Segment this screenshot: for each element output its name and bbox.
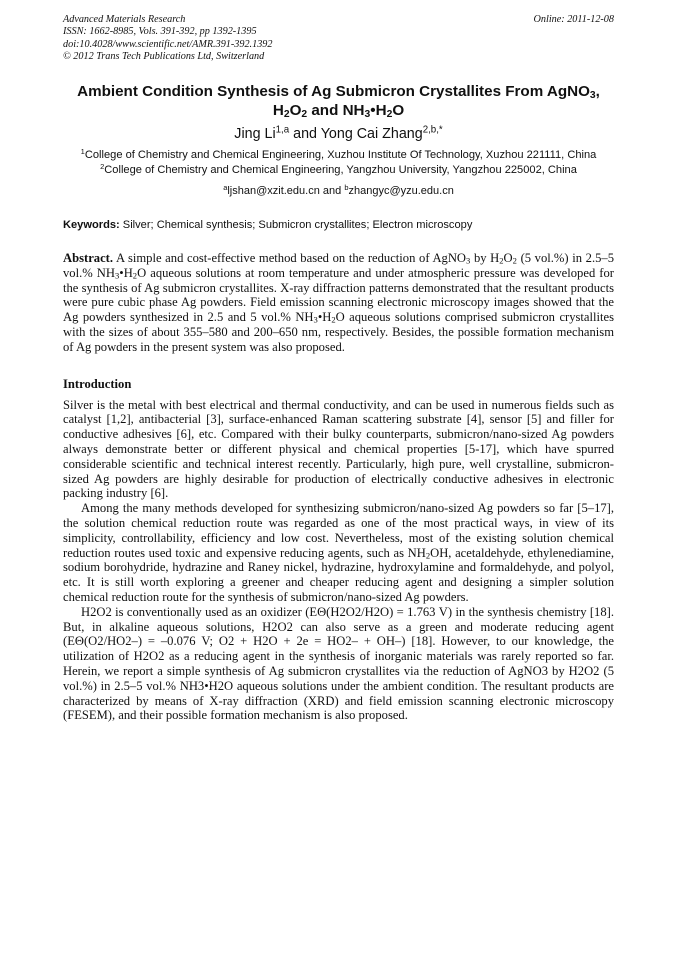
- journal-header: [63, 14, 614, 63]
- email-link[interactable]: ljshan@xzit.edu.cn: [227, 185, 320, 197]
- author-emails: $^a$ljshan@xzit.edu.cn and $^b$zhangyc@yzu.edu.cn: [223, 182, 454, 197]
- online-date: Online: 2011-12-08: [533, 14, 614, 25]
- affiliation-1: $^1$College of Chemistry and Chemical Engineering, Xuzhou Institute Of Technology, Xuzhou 221111, China: [80, 147, 597, 162]
- doi-line: doi:10.4028/www.scientific.net/AMR.391-392.1392: [63, 38, 273, 50]
- copyright-line: © 2012 Trans Tech Publications Ltd, Switzerland: [63, 50, 265, 62]
- abstract: Abstract. A simple and cost-effective method based on the reduction of AgNO$_3$ by $H_2O_2$ (5 vol.%) in 2.5–5 vol.% $NH_3•H_2O$ aqueous solutions at room temperature and under atmospheric pressure was developed for the synthesis of Ag submicron crystallites. X-ray diffraction patterns demonstrated that the resultant products were pure cubic phase Ag powders. Field emission scanning electronic microscopy images showed that the Ag powders synthesized in 2.5 and 5 vol.% $NH_3•H_2O$ aqueous solutions comprised submicron crystallites with the sizes of about 355–580 and 200–650 nm, respectively. Besides, the possible formation mechanism of Ag powders in the present system was also proposed.: [63, 251, 614, 354]
- title-line-2: $H_2O_2$ and $NH_3•H_2O$: [272, 102, 405, 121]
- author-list: Jing Li$^{1,a}$ and Yong Cai Zhang$^{2,b,*}$: [234, 124, 443, 143]
- paper-page: [63, 14, 614, 723]
- intro-paragraph-3: H2O2 is conventionally used as an oxidizer (EΘ(H2O2/H2O) = 1.763 V) in the synthesis chemistry [18]. But, in alkaline aqueous solutions, H2O2 can also serve as a green and moderate reducing agent (EΘ(O2/HO2–) = –0.076 V; O2 + H2O + 2e = HO2– + OH–) [18]. However, to our knowledge, the utilization of H2O2 as a reducing agent in the synthesis of inorganic materials was rarely reported so far. Herein, we report a simple synthesis of Ag submicron crystallites via the reduction of AgNO3 by H2O2 (5 vol.%) in 2.5–5 vol.% NH3•H2O aqueous solutions under the ambient condition. The resultant products are characterized by means of X-ray diffraction (XRD) and field emission scanning electronic microscopy (FESEM), and their possible formation mechanism is also proposed.: [63, 604, 614, 723]
- issn-line: ISSN: 1662-8985, Vols. 391-392, pp 1392-1395: [63, 26, 257, 38]
- author-name: Jing Li: [234, 126, 276, 143]
- abstract-label: Abstract.: [63, 251, 114, 265]
- title-line-1: Ambient Condition Synthesis of Ag Submicron Crystallites From AgNO$_3$,: [77, 83, 600, 102]
- journal-name: Advanced Materials Research: [63, 14, 186, 25]
- keywords: Keywords: Silver; Chemical synthesis; Submicron crystallites; Electron microscopy: [63, 219, 473, 231]
- paper-title: [63, 82, 614, 120]
- affiliation-2: $^2$College of Chemistry and Chemical Engineering, Yangzhou University, Yangzhou 225002, China: [100, 161, 577, 176]
- email-link[interactable]: zhangyc@yzu.edu.cn: [348, 185, 454, 197]
- author-name: Yong Cai Zhang: [320, 126, 423, 143]
- keywords-label: Keywords:: [63, 219, 120, 231]
- intro-paragraph-2: Among the many methods developed for synthesizing submicron/nano-sized Ag powders so far [5–17], the solution chemical reduction route was regarded as one of the most practical ways, in view of its simplicity, controllability, efficiency and low cost. Nevertheless, most of the existing solution chemical reduction routes used toxic and expensive reducing agents, such as $NH_2OH$, acetaldehyde, ethylenediamine, sodium borohydride, hydrazine and Raney nickel, hydrazine, hydroxylamine and formaldehyde, and polyol, etc. It is still worth exploring a greener and cheaper reducing agent and designing a simpler solution chemical reduction route for the synthesis of submicron/nano-sized Ag powders.: [63, 501, 614, 604]
- section-heading-introduction: Introduction: [63, 376, 132, 391]
- intro-paragraph-1: Silver is the metal with best electrical and thermal conductivity, and can be used in numerous fields such as catalyst [1,2], antibacterial [3], surface-enhanced Raman scattering substrate [4], sensor [5] and filler for conductive adhesives [6], etc. Compared with their bulky counterparts, submicron/nano-sized Ag powders always demonstrate better or different physical and chemical properties [5-17], which have spurred considerable scientific and technical interest recently. Particularly, high pure, well crystalline, submicron-sized Ag powders are highly desirable for production of electrically conductive adhesives in electronic packing industry [6].: [63, 397, 614, 501]
